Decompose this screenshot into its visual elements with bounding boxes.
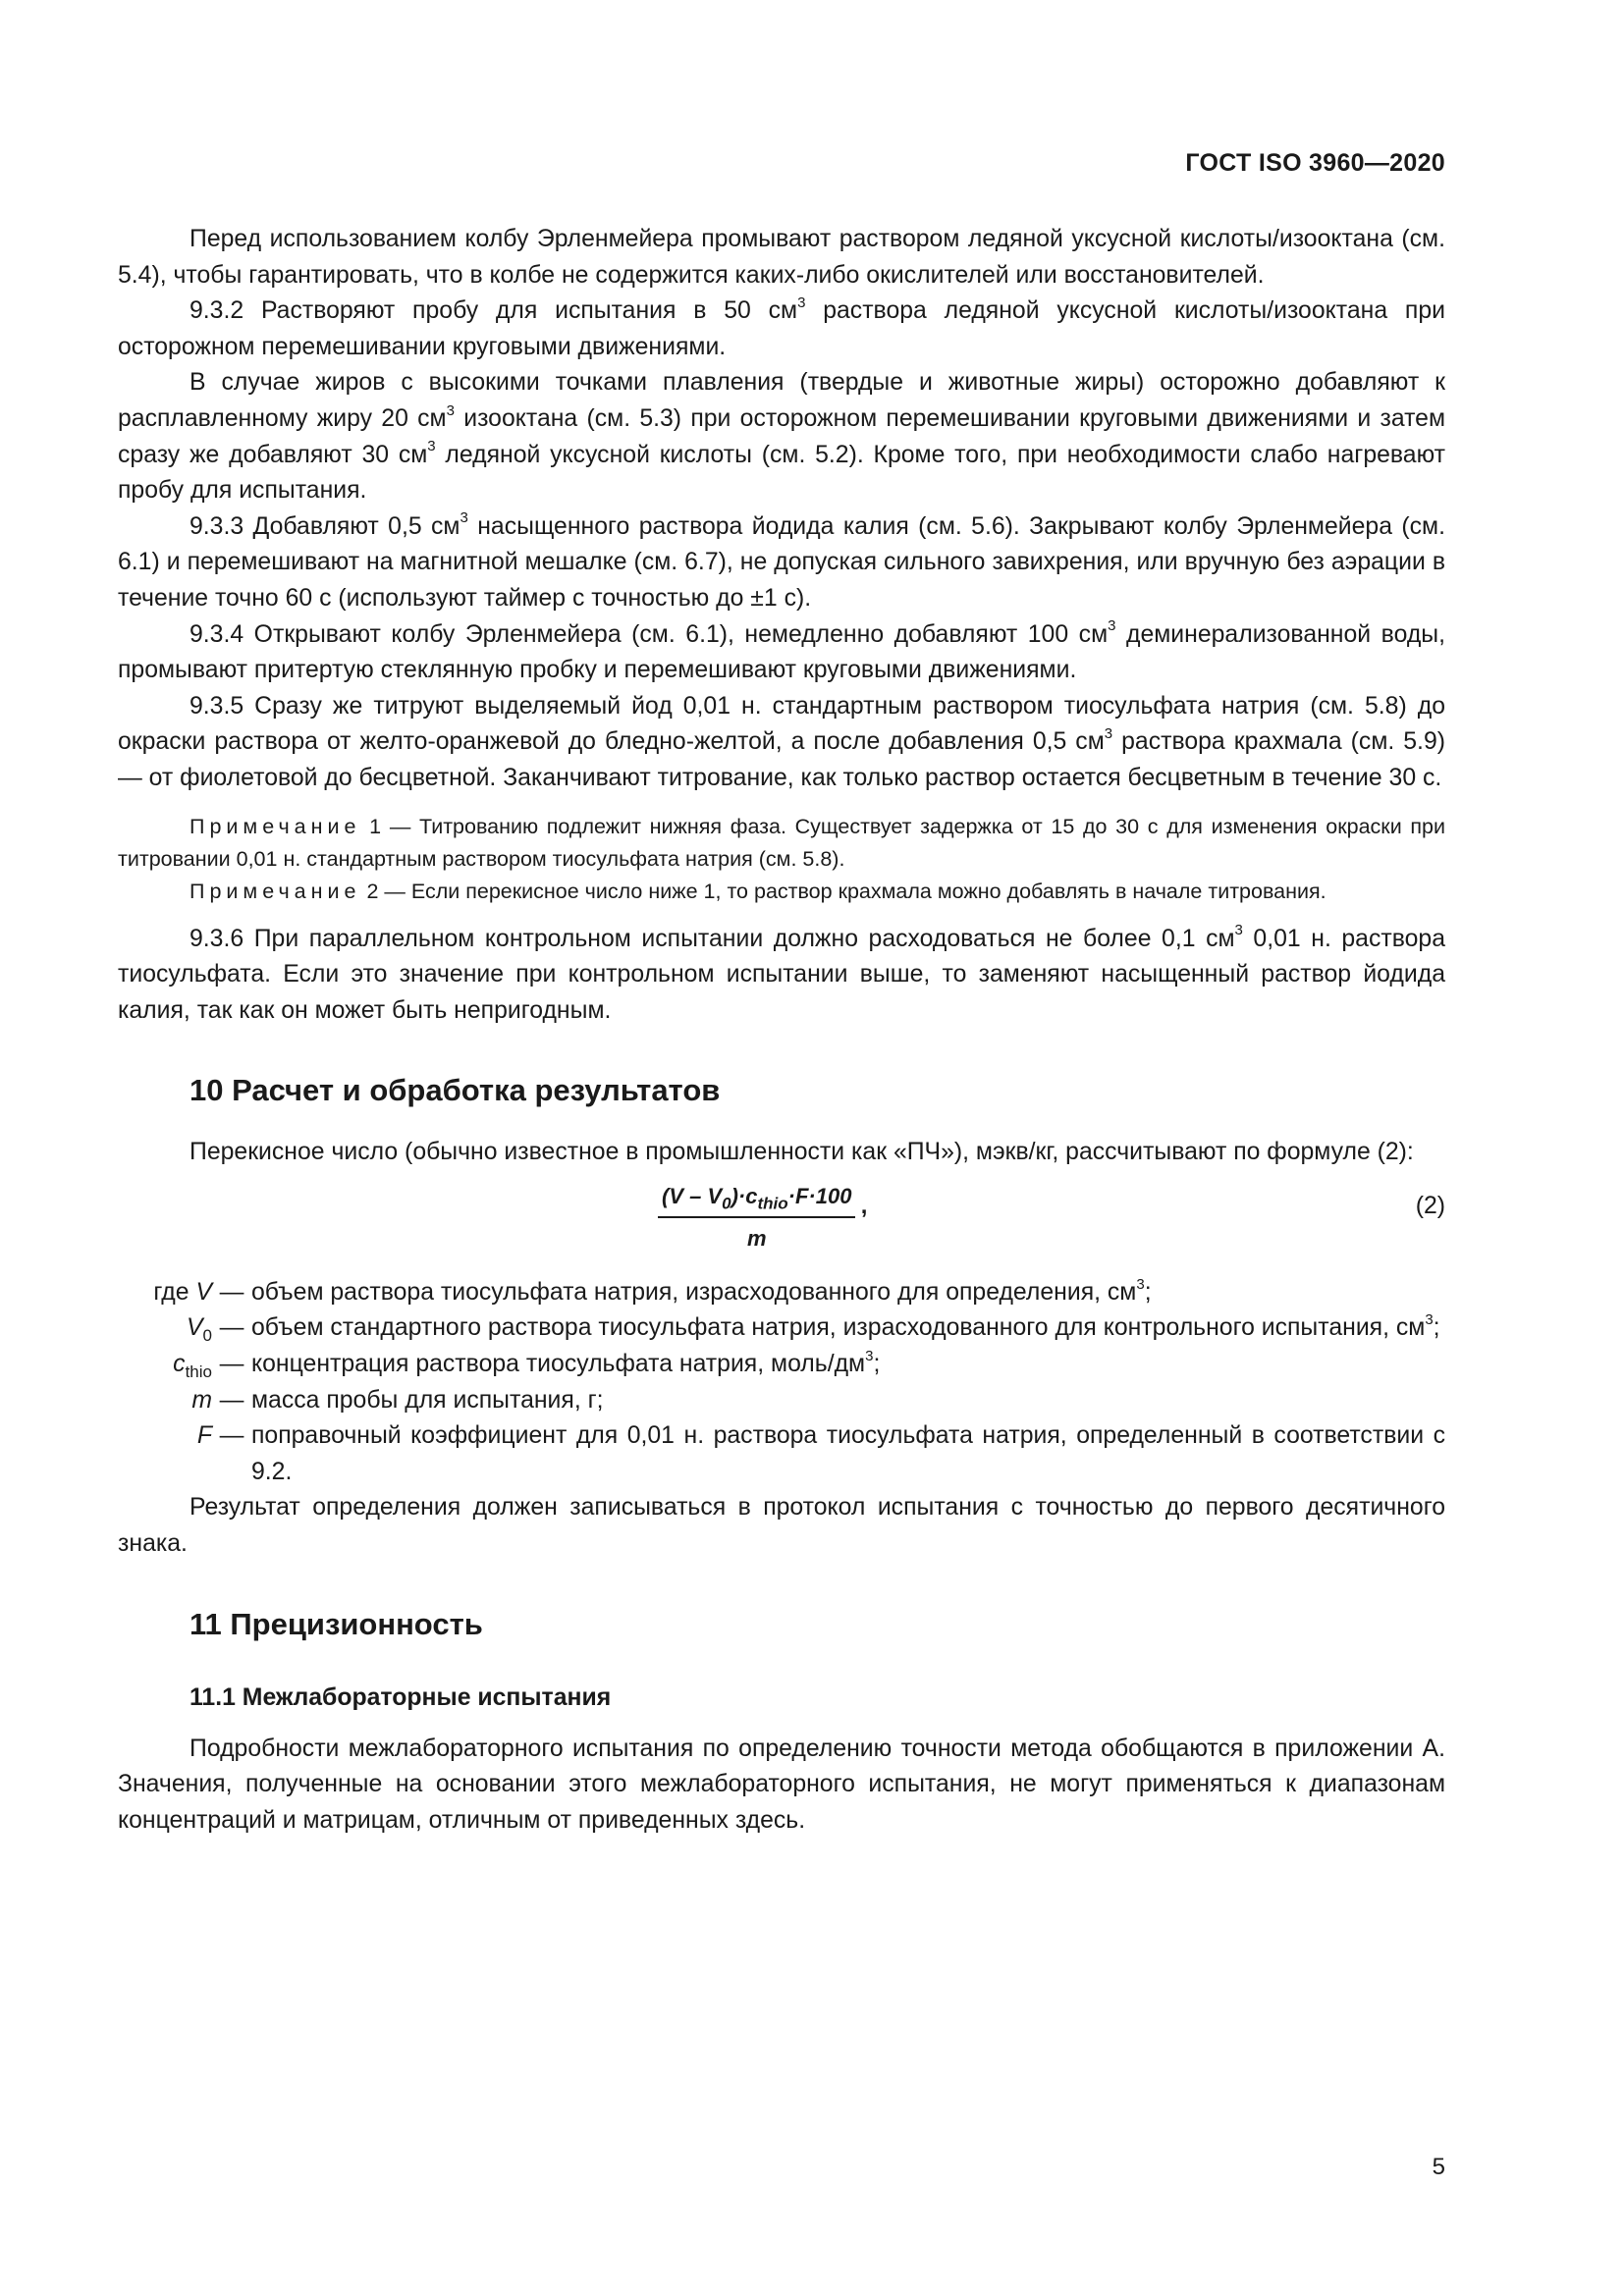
definition-text (251, 1347, 1445, 1383)
text-run: 9.3.3 Добавляют 0,5 см (189, 512, 460, 540)
definition-symbol (118, 1310, 212, 1347)
note-2 (118, 876, 1445, 908)
section-10-intro: Перекисное число (обычно известное в промышленности как «ПЧ»), мэкв/кг, рассчитывают по формуле (2): (189, 1139, 1414, 1166)
formula-subscript: thio (757, 1194, 788, 1213)
paragraph-9-3-5 (118, 689, 1445, 797)
notes-block (118, 811, 1445, 908)
text-run: объем стандартного раствора тиосульфата натрия, израсходованного для контрольного испытания, см (251, 1314, 1426, 1342)
symbol: m (191, 1386, 212, 1414)
definition-symbol (118, 1275, 212, 1311)
symbol-subscript: thio (185, 1362, 212, 1382)
definition-row (118, 1418, 1445, 1490)
text-run: ; (1144, 1278, 1152, 1306)
superscript: 3 (865, 1347, 874, 1364)
formula-denominator: m (746, 1226, 767, 1252)
text-run: ; (1433, 1314, 1440, 1342)
paragraph-9-3-6 (118, 922, 1445, 1030)
document-header: ГОСТ ISO 3960—2020 (1185, 149, 1445, 177)
paragraph-9-3-3 (118, 509, 1445, 617)
paragraph-9-3-2 (118, 294, 1445, 365)
text-run: 0,01 н. раствора тиосульфата. Если это значение при контрольном испытании выше, то заменяют насыщенный раствор йодида калия, так как он может быть непригодным. (118, 925, 1445, 1024)
formula-2 (118, 1179, 1445, 1259)
symbol-subscript: 0 (202, 1326, 212, 1346)
paragraph-9-3-4 (118, 617, 1445, 689)
formula-fraction (658, 1179, 868, 1257)
text-run: деминерализованной воды, промывают притертую стеклянную пробку и перемешивают круговыми движениями. (118, 620, 1445, 684)
formula-number: (2) (1415, 1192, 1445, 1219)
note-1 (118, 811, 1445, 876)
note-text: — Если перекисное число ниже 1, то раствор крахмала можно добавлять в начале титрования. (378, 879, 1326, 903)
section-11-1-text: Подробности межлабораторного испытания по определению точности метода обобщаются в приложении А. Значения, полученные на основании этого межлабораторного испытания, не могут применяться к диапазонам концентраций и матрицам, отличным от приведенных здесь. (118, 1735, 1445, 1834)
superscript: 3 (1104, 725, 1113, 743)
definition-row (118, 1347, 1445, 1383)
text-run: 9.3.2 Растворяют пробу для испытания в 50 см (189, 297, 798, 325)
definition-dash: — (219, 1422, 244, 1450)
superscript: 3 (1234, 922, 1243, 939)
paragraph-flask-rinse: Перед использованием колбу Эрленмейера промывают раствором ледяной уксусной кислоты/изооктана (см. 5.4), чтобы гарантировать, что в колбе не содержится каких-либо окислителей или восстановителей. (118, 226, 1445, 289)
superscript: 3 (460, 509, 468, 527)
page-number: 5 (1432, 2154, 1445, 2180)
definition-row (118, 1275, 1445, 1311)
symbol-definitions (118, 1275, 1445, 1491)
definition-text (251, 1275, 1445, 1311)
note-label: Примечание (189, 814, 361, 838)
definition-row (118, 1310, 1445, 1347)
definition-text: поправочный коэффициент для 0,01 н. раствора тиосульфата натрия, определенный в соответствии с 9.2. (251, 1422, 1445, 1485)
symbol: V (195, 1278, 212, 1306)
formula-part: )·c (731, 1183, 758, 1208)
text-run: ледяной уксусной кислоты (см. 5.2). Кроме того, при необходимости слабо нагревают пробу для испытания. (118, 441, 1446, 505)
definition-dash: — (219, 1314, 244, 1342)
formula-subscript: 0 (722, 1194, 731, 1213)
section-11-1-heading: 11.1 Межлабораторные испытания (189, 1683, 612, 1711)
formula-part: ·F·100 (787, 1183, 852, 1208)
definition-dash: — (219, 1278, 244, 1306)
text-run: ; (873, 1351, 881, 1378)
text-run: концентрация раствора тиосульфата натрия, моль/дм (251, 1351, 866, 1378)
formula-part: (V – V (662, 1183, 723, 1208)
superscript: 3 (446, 401, 455, 419)
text-run: раствора ледяной уксусной кислоты/изооктана при осторожном перемешивании круговыми движениями. (118, 297, 1445, 360)
text-run: 9.3.5 Сразу же титруют выделяемый йод 0,01 н. стандартным раствором тиосульфата натрия (см. 5.8) до окраски раствора от желто-оранжевой до бледно-желтой, а после добавления 0,5 см (118, 692, 1445, 756)
definition-text (251, 1310, 1445, 1347)
formula-numerator (658, 1179, 855, 1219)
text-run: объем раствора тиосульфата натрия, израсходованного для определения, см (251, 1278, 1137, 1306)
text-run: В случае жиров с высокими точками плавления (твердые и животные жиры) осторожно добавляют к расплавленному жиру 20 см (118, 369, 1445, 432)
text-run: 9.3.6 При параллельном контрольном испытании должно расходоваться не более 0,1 см (189, 925, 1235, 952)
definition-symbol (118, 1347, 212, 1383)
note-number: 1 (369, 814, 382, 838)
superscript: 3 (427, 438, 436, 455)
document-body (118, 222, 1445, 1839)
definition-symbol (118, 1383, 212, 1419)
formula-comma: , (860, 1192, 868, 1219)
section-10-heading: 10 Расчет и обработка результатов (189, 1073, 721, 1108)
definition-row (118, 1383, 1445, 1419)
note-number: 2 (366, 879, 379, 903)
section-11-heading: 11 Прецизионность (189, 1606, 483, 1641)
symbol: F (196, 1422, 212, 1450)
symbol: c (173, 1351, 186, 1378)
text-run: раствора крахмала (см. 5.9) — от фиолетовой до бесцветной. Заканчивают титрование, как только раствор остается бесцветным в течение 30 с. (118, 728, 1445, 791)
superscript: 3 (1136, 1275, 1145, 1293)
definition-dash: — (219, 1386, 244, 1414)
superscript: 3 (1425, 1311, 1434, 1329)
definition-dash: — (219, 1351, 244, 1378)
section-10-result: Результат определения должен записываться в протокол испытания с точностью до первого десятичного знака. (118, 1494, 1445, 1558)
superscript: 3 (797, 294, 806, 311)
text-run: изооктана (см. 5.3) при осторожном перемешивании круговыми движениями и затем сразу же добавляют 30 см (118, 404, 1446, 468)
paragraph-high-melting-fats (118, 365, 1445, 508)
definition-symbol (118, 1418, 212, 1490)
definition-text: масса пробы для испытания, г; (251, 1386, 604, 1414)
text-run: 9.3.4 Открывают колбу Эрленмейера (см. 6.1), немедленно добавляют 100 см (189, 620, 1109, 648)
note-label: Примечание (189, 879, 361, 903)
text-run: насыщенного раствора йодида калия (см. 5.6). Закрывают колбу Эрленмейера (см. 6.1) и перемешивают на магнитной мешалке (см. 6.7), не допуская сильного завихрения, или вручную без аэрации в течение точно 60 с (используют таймер с точностью до ±1 с). (118, 512, 1445, 612)
superscript: 3 (1108, 617, 1116, 635)
where-word: где (153, 1278, 189, 1306)
symbol: V (186, 1314, 203, 1342)
note-text: — Титрованию подлежит нижняя фаза. Существует задержка от 15 до 30 с для изменения окраски при титровании 0,01 н. стандартным раствором тиосульфата натрия (см. 5.8). (118, 814, 1446, 871)
